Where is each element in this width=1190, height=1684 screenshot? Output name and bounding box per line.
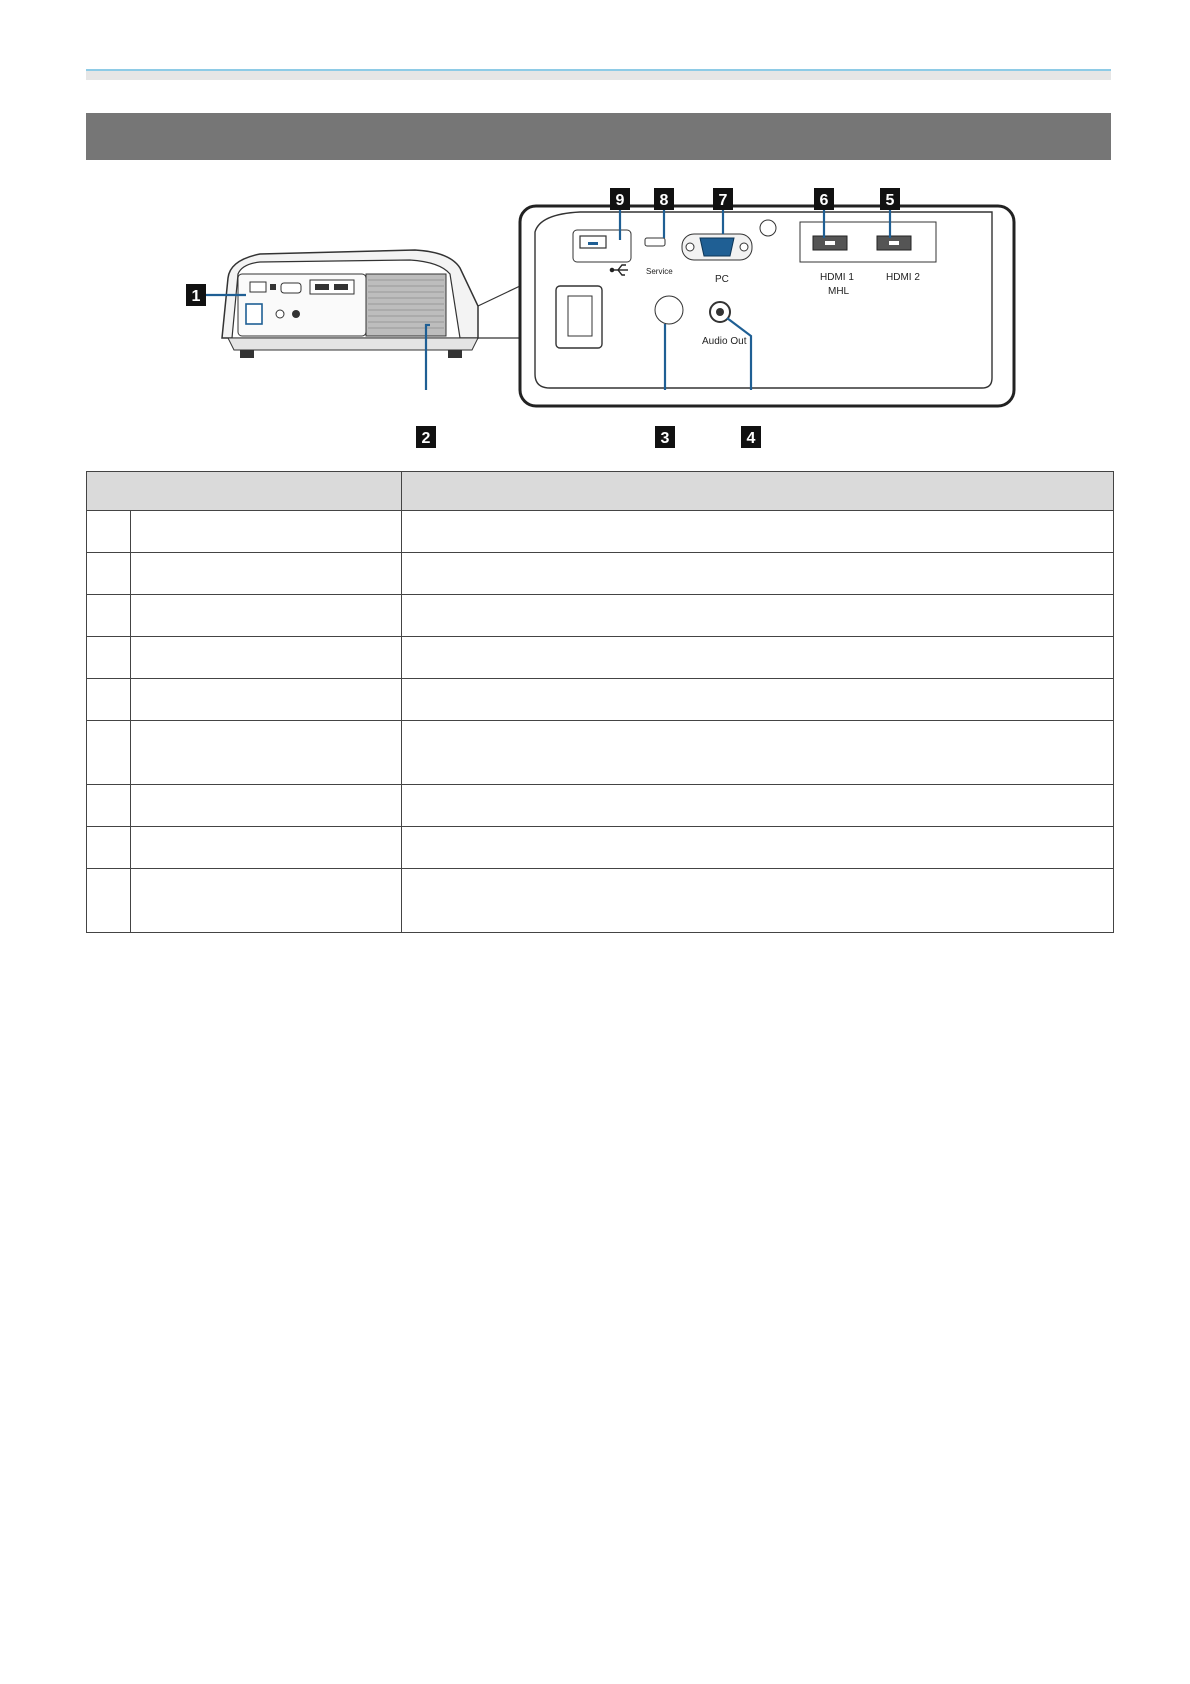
callout-9 (610, 188, 630, 210)
row-number-cell (87, 827, 131, 869)
service-port-label: Service (646, 267, 673, 276)
row-function-cell (402, 637, 1114, 679)
svg-text:6: 6 (819, 192, 829, 209)
table-header-row (87, 472, 1114, 511)
row-number-cell (87, 785, 131, 827)
callout-4 (741, 426, 761, 448)
row-function-cell (402, 511, 1114, 553)
row-function-cell (402, 553, 1114, 595)
table-row (87, 827, 1114, 869)
row-number-cell (87, 637, 131, 679)
row-name-cell (131, 553, 402, 595)
callout-2 (416, 426, 436, 448)
callout-3 (655, 426, 675, 448)
row-name-cell (131, 511, 402, 553)
row-number-cell (87, 553, 131, 595)
row-function-cell (402, 785, 1114, 827)
table-row (87, 869, 1114, 933)
hdmi1-port-label: HDMI 1 (820, 272, 854, 283)
callout-8 (654, 188, 674, 210)
row-number-cell (87, 869, 131, 933)
hdmi2-port-label: HDMI 2 (886, 272, 920, 283)
row-function-cell (402, 827, 1114, 869)
row-number-cell (87, 511, 131, 553)
row-name-cell (131, 679, 402, 721)
row-name-cell (131, 827, 402, 869)
row-name-cell (131, 869, 402, 933)
row-name-cell (131, 637, 402, 679)
svg-text:1: 1 (191, 288, 201, 305)
table-row (87, 553, 1114, 595)
row-number-cell (87, 679, 131, 721)
row-function-cell (402, 721, 1114, 785)
section-heading-bar (86, 113, 1111, 160)
svg-text:2: 2 (421, 430, 431, 447)
projector-overview (222, 250, 520, 358)
callout-1 (186, 284, 206, 306)
table-row (87, 637, 1114, 679)
row-function-cell (402, 595, 1114, 637)
projector-rear-diagram (160, 188, 1020, 450)
function-column-header (402, 472, 1114, 511)
header-rule (86, 69, 1111, 80)
row-name-cell (131, 785, 402, 827)
table-row (87, 595, 1114, 637)
parts-table (86, 471, 1114, 933)
svg-text:8: 8 (659, 192, 669, 209)
table-row (87, 679, 1114, 721)
svg-text:3: 3 (660, 430, 670, 447)
svg-text:4: 4 (746, 430, 756, 447)
mhl-port-label: MHL (828, 286, 850, 297)
row-number-cell (87, 721, 131, 785)
row-number-cell (87, 595, 131, 637)
table-row (87, 511, 1114, 553)
svg-text:7: 7 (718, 192, 728, 209)
row-function-cell (402, 679, 1114, 721)
callout-7 (713, 188, 733, 210)
callout-5 (880, 188, 900, 210)
rear-panel-zoom (520, 206, 1014, 406)
table-row (87, 785, 1114, 827)
callout-6 (814, 188, 834, 210)
row-function-cell (402, 869, 1114, 933)
row-name-cell (131, 721, 402, 785)
svg-text:5: 5 (885, 192, 895, 209)
name-column-header (87, 472, 402, 511)
pc-port-label: PC (715, 274, 729, 285)
table-row (87, 721, 1114, 785)
row-name-cell (131, 595, 402, 637)
svg-text:9: 9 (615, 192, 625, 209)
audio-out-port-label: Audio Out (702, 336, 747, 347)
